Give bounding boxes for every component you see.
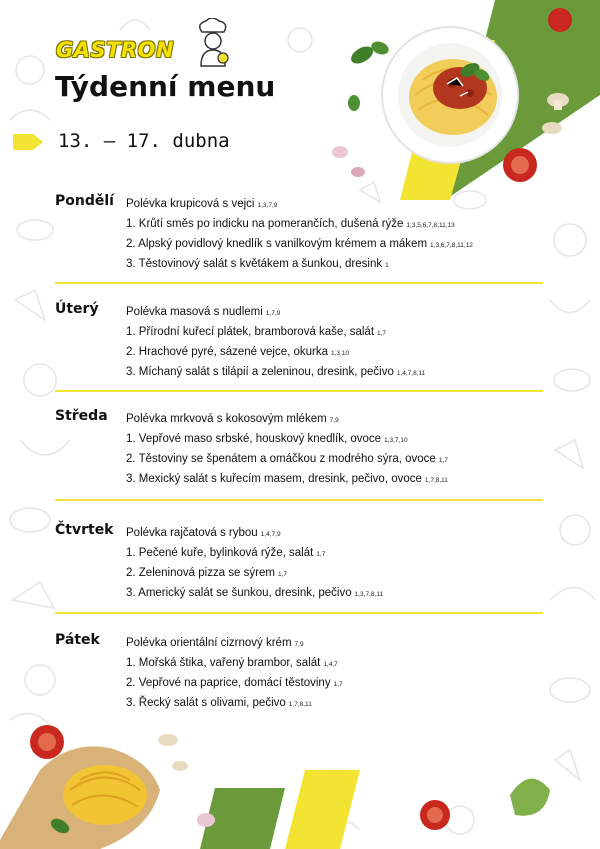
allergen-codes: 7,9: [329, 417, 339, 424]
meal-line: 2. Zeleninová pizza se sýrem 1,7: [126, 567, 287, 579]
meal-line: 1. Pečené kuře, bylinková rýže, salát 1,7: [126, 547, 326, 559]
day-name: Čtvrtek: [55, 522, 114, 538]
meal-line: 3. Americký salát se šunkou, dresink, pečivo 1,3,7,8,11: [126, 587, 384, 599]
soup-line: Polévka orientální cizrnový krém 7,9: [126, 637, 304, 649]
meal-line: 1. Přírodní kuřecí plátek, bramborová kaše, salát 1,7: [126, 326, 387, 338]
meal-line: 3. Těstovinový salát s květákem a šunkou, dresink 1: [126, 258, 389, 270]
allergen-codes: 1,3,7,8,11: [354, 591, 384, 598]
allergen-codes: 1,3,7,10: [384, 437, 408, 444]
yellow-stripe-bottom: [285, 770, 360, 849]
divider: [55, 612, 543, 614]
allergen-codes: 1,4,7: [323, 661, 338, 668]
allergen-codes: 1,3,10: [331, 350, 350, 357]
arrow-icon: [13, 134, 43, 150]
allergen-codes: 1,7,8,11: [424, 477, 448, 484]
meal-line: 1. Vepřové maso srbské, houskový knedlík, ovoce 1,3,7,10: [126, 433, 408, 445]
divider: [55, 282, 543, 284]
allergen-codes: 1: [385, 262, 389, 269]
day-name: Pátek: [55, 632, 100, 648]
pepper-icon: [510, 779, 550, 816]
meal-line: 3. Mexický salát s kuřecím masem, dresink, pečivo, ovoce 1,7,8,11: [126, 473, 448, 485]
top-right-decor: [320, 0, 600, 200]
day-name: Středa: [55, 408, 108, 424]
meal-line: 3. Řecký salát s olivami, pečivo 1,7,8,11: [126, 697, 312, 709]
allergen-codes: 1,7: [438, 457, 448, 464]
allergen-codes: 1,7: [316, 551, 326, 558]
meal-line: 2. Hrachové pyré, sázené vejce, okurka 1,3,10: [126, 346, 350, 358]
page-title: Týdenní menu: [55, 70, 276, 103]
soup-line: Polévka mrkvová s kokosovým mlékem 7,9: [126, 413, 339, 425]
brand-logo: GASTRON: [56, 38, 175, 62]
divider: [55, 499, 543, 501]
meal-line: 2. Těstoviny se špenátem a omáčkou z modrého sýra, ovoce 1,7: [126, 453, 448, 465]
soup-line: Polévka masová s nudlemi 1,7,9: [126, 306, 281, 318]
spaghetti-plate-image: [382, 27, 518, 163]
allergen-codes: 1,7: [333, 681, 343, 688]
meal-line: 1. Krůtí směs po indicku na pomerančích, dušená rýže 1,3,5,6,7,8,11,13: [126, 218, 455, 230]
day-name: Úterý: [55, 301, 99, 317]
meal-line: 2. Vepřové na paprice, domácí těstoviny 1,7: [126, 677, 343, 689]
bottom-decor: [0, 700, 600, 849]
allergen-codes: 1,7: [377, 330, 387, 337]
meal-line: 2. Alpský povidlový knedlík s vanilkovým krémem a mákem 1,3,6,7,8,11,12: [126, 238, 473, 250]
allergen-codes: 1,3,5,6,7,8,11,13: [406, 222, 455, 229]
allergen-codes: 1,3,7,9: [257, 202, 278, 209]
allergen-codes: 1,4,7,9: [260, 531, 281, 538]
meal-line: 1. Mořská štika, vařený brambor, salát 1,4,7: [126, 657, 338, 669]
allergen-codes: 1,7,8,11: [288, 701, 312, 708]
divider: [55, 390, 543, 392]
allergen-codes: 1,7: [277, 571, 287, 578]
garlic-icon: [332, 146, 365, 177]
meal-line: 3. Míchaný salát s tilápií a zeleninou, dresink, pečivo 1,4,7,8,11: [126, 366, 426, 378]
allergen-codes: 1,4,7,8,11: [396, 370, 426, 377]
allergen-codes: 7,9: [294, 641, 304, 648]
garlic-icon: [197, 813, 215, 827]
allergen-codes: 1,7,9: [265, 310, 281, 317]
soup-line: Polévka krupicová s vejci 1,3,7,9: [126, 198, 278, 210]
mushroom-icon: [158, 734, 188, 771]
allergen-codes: 1,3,6,7,8,11,12: [430, 242, 473, 249]
tagliatelle-spoon-image: [0, 746, 160, 849]
chef-icon: [192, 18, 234, 68]
date-range: 13. – 17. dubna: [58, 130, 230, 152]
soup-line: Polévka rajčatová s rybou 1,4,7,9: [126, 527, 281, 539]
day-name: Pondělí: [55, 193, 114, 209]
